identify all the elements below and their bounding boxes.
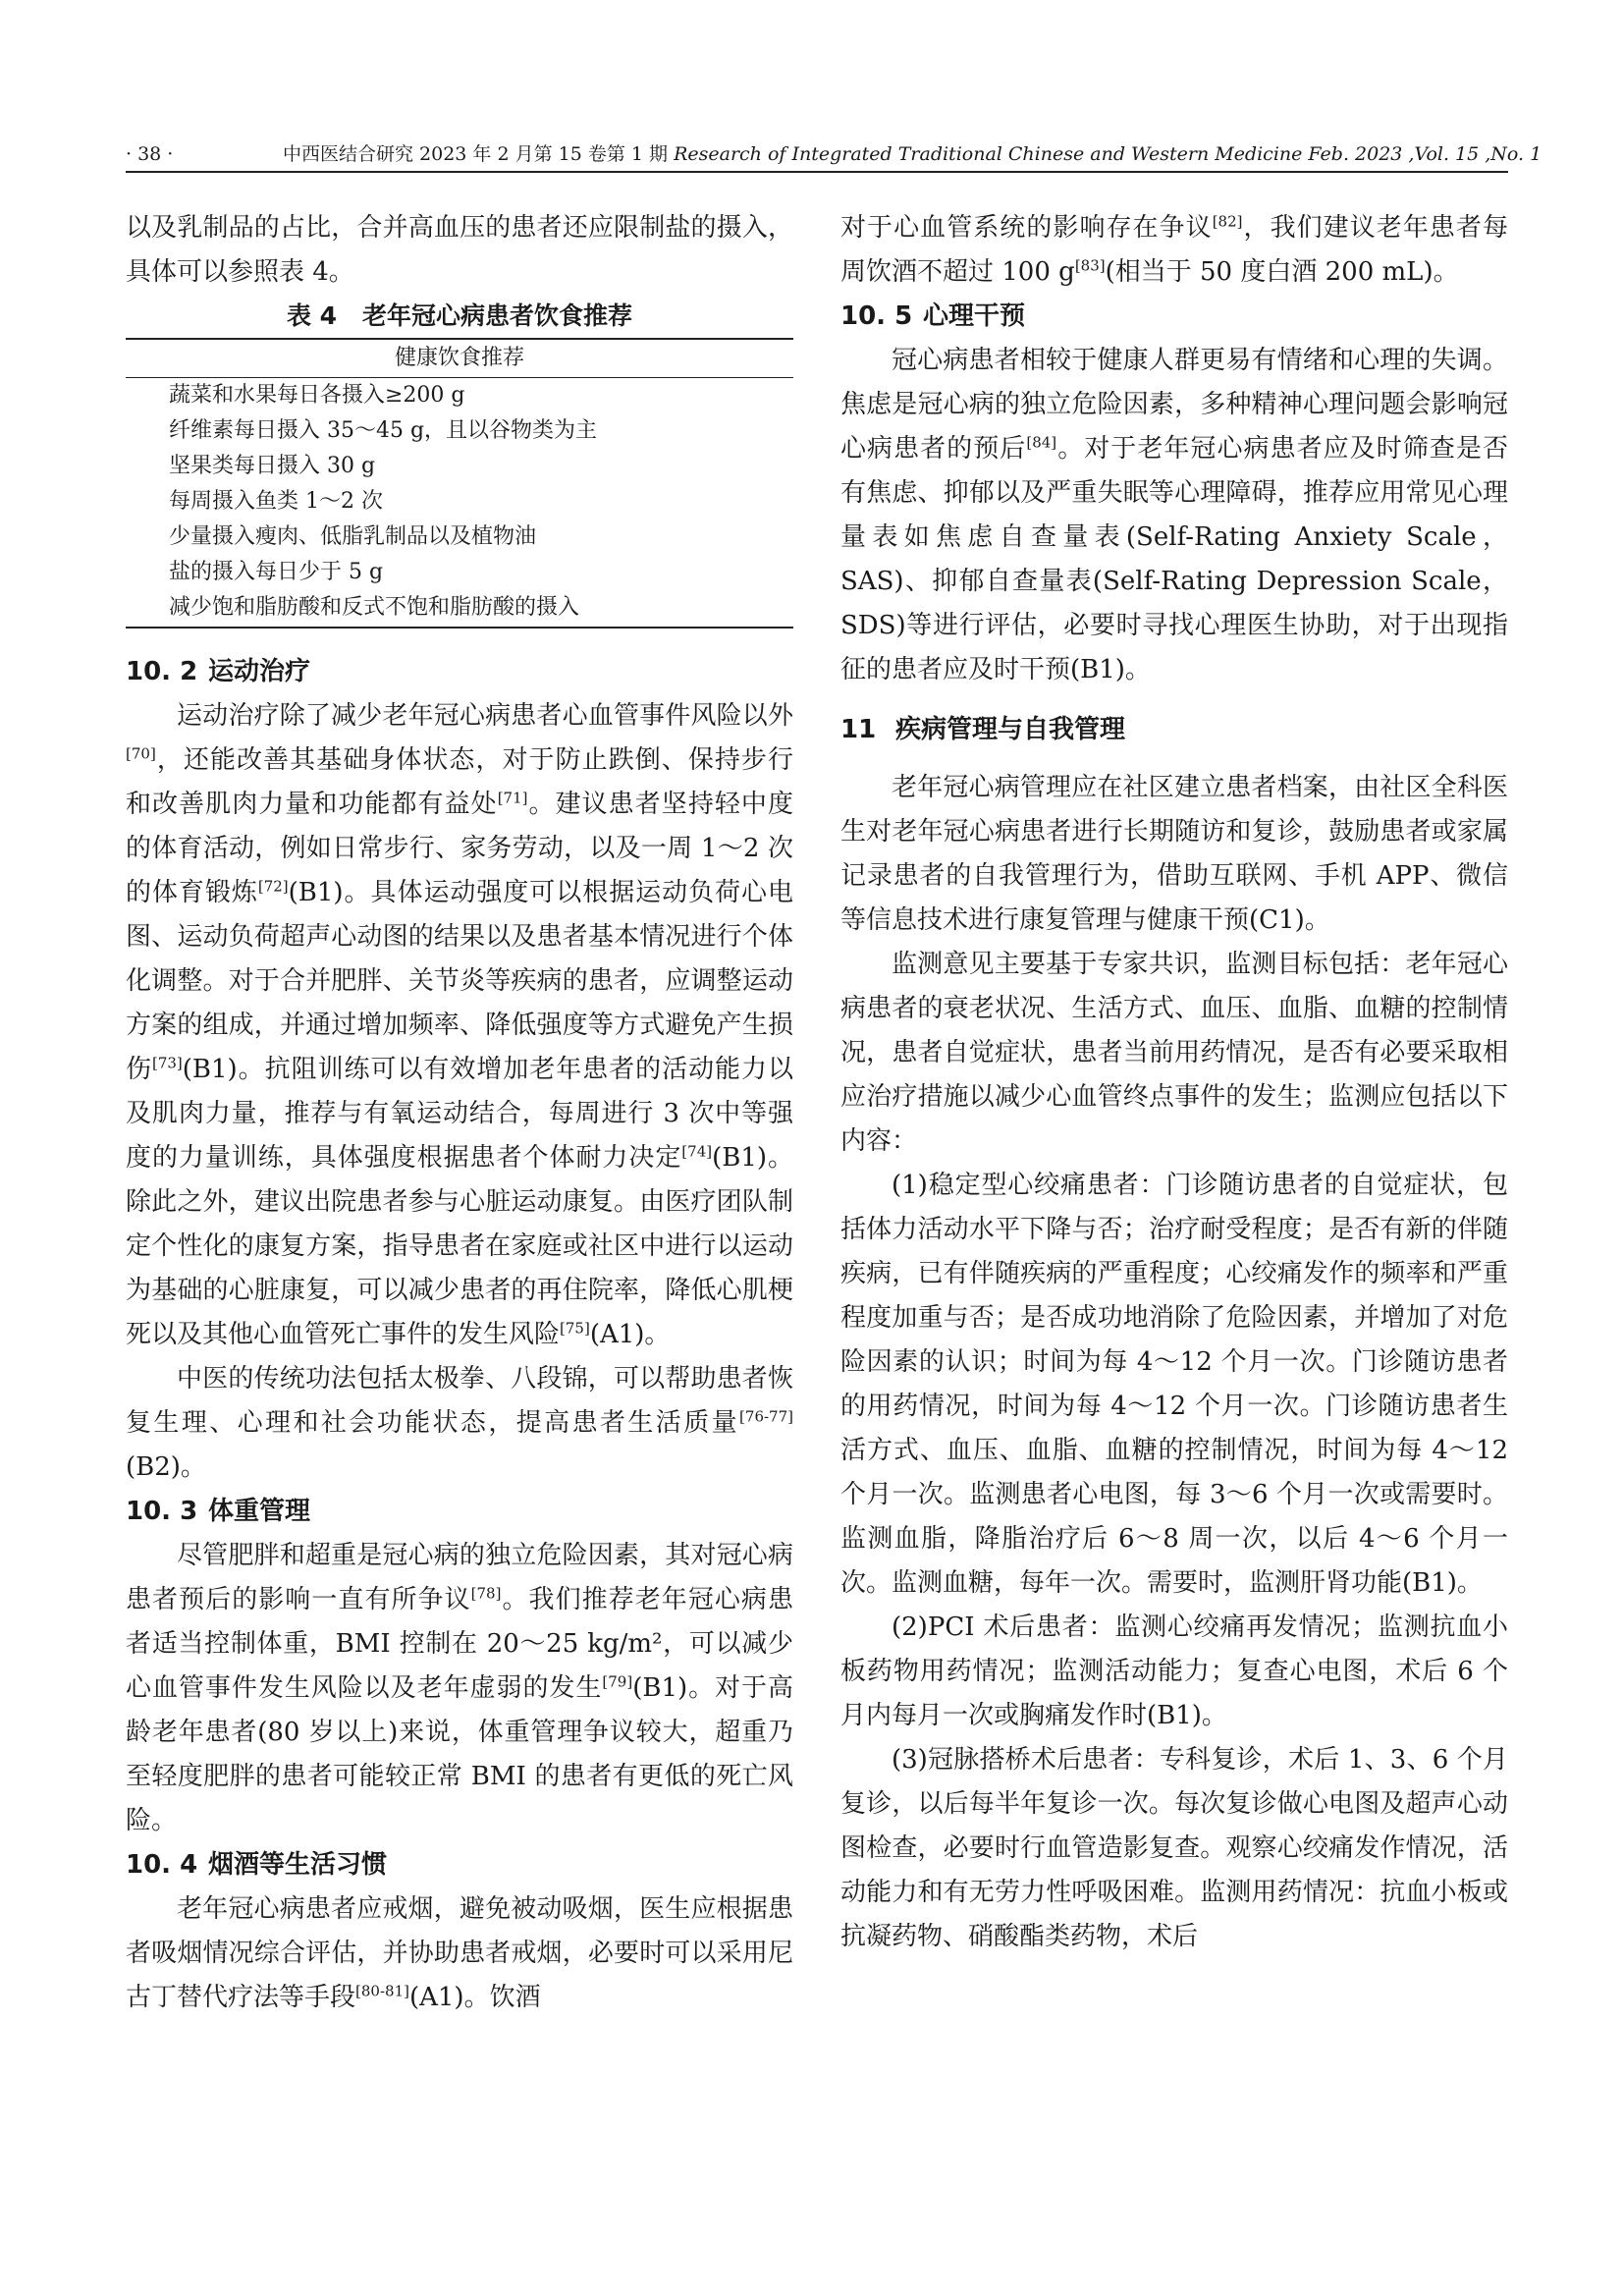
citation-ref: [78] bbox=[470, 1584, 502, 1603]
citation-ref: [83] bbox=[1074, 256, 1106, 275]
alcohol-continuation bbox=[840, 206, 1508, 295]
pci-paragraph: (2)PCI 术后患者：监测心绞痛再发情况；监测抗血小板药物用药情况；监测活动能力；复查心电图，术后 6 个月内每月一次或胸痛发作时(B1)。 bbox=[840, 1613, 1508, 1730]
table-row: 每周摄入鱼类 1～2 次 bbox=[169, 489, 383, 514]
text-run: 运动治疗除了减少老年冠心病患者心血管事件风险以外 bbox=[177, 701, 793, 731]
citation-ref: [73] bbox=[151, 1054, 183, 1072]
text-run: (B1)。对于高龄老年患者(80 岁以上)来说，体重管理争议较大，超重乃至轻度肥胖的患者可能较正常 BMI 的患者有更低的死亡风险。 bbox=[126, 1673, 793, 1835]
exercise-paragraph-1 bbox=[126, 694, 793, 1357]
text-run: ，还能改善其基础身体状态，对于防止跌倒、保持步行和改善肌肉力量和功能都有益处 bbox=[126, 745, 793, 819]
table-row: 纤维素每日摄入 35～45 g，且以谷物类为主 bbox=[169, 418, 598, 443]
text-run: 冠心病患者相较于健康人群更易有情绪和心理的失调。焦虑是冠心病的独立危险因素，多种精神心理问题会影响冠心病患者的预后 bbox=[840, 346, 1508, 464]
citation-ref: [70] bbox=[126, 744, 156, 763]
text-run: 。对于老年冠心病患者应及时筛查是否有焦虑、抑郁以及严重失眠等心理障碍，推荐应用常见心理量表如焦虑自查量表(Self-Rating Anxiety Scale，SAS)、抑郁自查量表(Self-Rating Depression Scale，SDS)等进行评估，必要时寻找心理医生协助，对于出现指征的患者应及时干预(B1)。 bbox=[840, 434, 1508, 684]
citation-ref: [82] bbox=[1212, 212, 1243, 231]
section-title: 疾病管理与自我管理 bbox=[895, 715, 1126, 744]
right-column bbox=[840, 206, 1508, 1959]
citation-ref: [72] bbox=[257, 877, 289, 896]
management-paragraph-2: 监测意见主要基于专家共识，监测目标包括：老年冠心病患者的衰老状况、生活方式、血压、血脂、血糖的控制情况，患者自觉症状，患者当前用药情况，是否有必要采取相应治疗措施以减少心血管终点事件的发生；监测应包括以下内容： bbox=[840, 950, 1508, 1156]
section-heading-10-5 bbox=[840, 295, 1508, 339]
section-number: 10. 2 bbox=[126, 657, 198, 686]
table-header: 健康饮食推荐 bbox=[126, 339, 793, 378]
text-run: ，我们建议老年患者每周饮酒不超过 100 g bbox=[840, 213, 1508, 287]
table-row: 蔬菜和水果每日各摄入≥200 g bbox=[169, 383, 465, 408]
running-header bbox=[126, 137, 1542, 173]
table-title: 老年冠心病患者饮食推荐 bbox=[362, 301, 633, 330]
text-run: (A1)。饮酒 bbox=[408, 1983, 541, 2012]
citation-ref: [79] bbox=[602, 1672, 633, 1691]
section-heading-11 bbox=[840, 708, 1508, 752]
table-row: 减少饱和脂肪酸和反式不饱和脂肪酸的摄入 bbox=[126, 590, 793, 628]
section-number: 10. 3 bbox=[126, 1497, 198, 1526]
text-run: (A1)。 bbox=[589, 1320, 671, 1349]
section-heading-10-2 bbox=[126, 650, 793, 694]
table-row: 少量摄入瘦肉、低脂乳制品以及植物油 bbox=[169, 524, 537, 549]
text-run: 老年冠心病患者应戒烟，避免被动吸烟，医生应根据患者吸烟情况综合评估，并协助患者戒烟，必要时可以采用尼古丁替代疗法等手段 bbox=[126, 1894, 793, 2012]
citation-ref: [75] bbox=[560, 1319, 590, 1338]
section-number: 10. 5 bbox=[840, 301, 913, 331]
exercise-paragraph-2 bbox=[126, 1357, 793, 1490]
section-title: 烟酒等生活习惯 bbox=[208, 1850, 388, 1880]
text-run: 对于心血管系统的影响存在争议 bbox=[840, 213, 1213, 243]
table-row: 坚果类每日摄入 30 g bbox=[169, 454, 376, 478]
intro-paragraph: 以及乳制品的占比，合并高血压的患者还应限制盐的摄入，具体可以参照表 4。 bbox=[126, 213, 793, 287]
citation-ref: [76-77] bbox=[739, 1407, 793, 1426]
text-run: (B1)。除此之外，建议出院患者参与心脏运动康复。由医疗团队制定个性化的康复方案，指导患者在家庭或社区中进行以运动为基础的心脏康复，可以减少患者的再住院率，降低心肌梗死以及其他心血管死亡事件的发生风险 bbox=[126, 1143, 793, 1349]
table-row: 盐的摄入每日少于 5 g bbox=[169, 560, 384, 584]
psychology-paragraph bbox=[840, 339, 1508, 692]
journal-citation bbox=[283, 137, 1542, 171]
section-number: 10. 4 bbox=[126, 1850, 198, 1880]
section-number: 11 bbox=[840, 715, 877, 744]
page-number: · 38 · bbox=[126, 143, 174, 165]
citation-ref: [84] bbox=[1026, 433, 1057, 452]
text-run: 尽管肥胖和超重是冠心病的独立危险因素，其对冠心病患者预后的影响一直有所争议 bbox=[126, 1541, 793, 1614]
text-run: 。我们推荐老年冠心病患者适当控制体重，BMI 控制在 20～25 kg/m²，可以减少心血管事件发生风险以及老年虚弱的发生 bbox=[126, 1585, 793, 1703]
stable-angina-paragraph: (1)稳定型心绞痛患者：门诊随访患者的自觉症状，包括体力活动水平下降与否；治疗耐受程度；是否有新的伴随疾病，已有伴随疾病的严重程度；心绞痛发作的频率和严重程度加重与否；是否成功地消除了危险因素，并增加了对危险因素的认识；时间为每 4～12 个月一次。门诊随访患者的用药情况，时间为每 4～12 个月一次。门诊随访患者生活方式、血压、血脂、血糖的控制情况，时间为每 4～12 个月一次。监测患者心电图，每 3～6 个月一次或需要时。监测血脂，降脂治疗后 6～8 周一次，以后 4～6 个月一次。监测血糖，每年一次。需要时，监测肝肾功能(B1)。 bbox=[840, 1171, 1508, 1598]
diet-recommendation-table bbox=[126, 338, 793, 629]
journal-name-en: Research of Integrated Traditional Chinese and Western Medicine Feb. 2023 ,Vol. 15 ,No. 1 bbox=[674, 143, 1542, 165]
lifestyle-paragraph bbox=[126, 1887, 793, 2020]
section-heading-10-3 bbox=[126, 1490, 793, 1534]
management-paragraph-1: 老年冠心病管理应在社区建立患者档案，由社区全科医生对老年冠心病患者进行长期随访和复诊，鼓励患者或家属记录患者的自我管理行为，借助互联网、手机 APP、微信等信息技术进行康复管理与健康干预(C1)。 bbox=[840, 773, 1508, 935]
weight-paragraph bbox=[126, 1534, 793, 1843]
section-title: 运动治疗 bbox=[208, 657, 311, 686]
text-run: (B1)。具体运动强度可以根据运动负荷心电图、运动负荷超声心动图的结果以及患者基本情况进行个体化调整。对于合并肥胖、关节炎等疾病的患者，应调整运动方案的组成，并通过增加频率、降低强度等方式避免产生损伤 bbox=[126, 878, 793, 1084]
citation-ref: [71] bbox=[497, 789, 528, 807]
table-caption bbox=[126, 295, 793, 338]
section-title: 心理干预 bbox=[923, 301, 1026, 331]
text-run: (B1)。抗阻训练可以有效增加老年患者的活动能力以及肌肉力量，推荐与有氧运动结合，每周进行 3 次中等强度的力量训练，具体强度根据患者个体耐力决定 bbox=[126, 1055, 793, 1173]
left-column bbox=[126, 206, 793, 2020]
citation-ref: [74] bbox=[681, 1142, 713, 1161]
text-run: (B2)。 bbox=[126, 1452, 206, 1482]
section-title: 体重管理 bbox=[208, 1497, 311, 1526]
section-heading-10-4 bbox=[126, 1843, 793, 1887]
text-run: 。建议患者坚持轻中度的体育活动，例如日常步行、家务劳动，以及一周 1～2 次的体育锻炼 bbox=[126, 790, 793, 907]
table-number: 表 4 bbox=[286, 301, 338, 330]
text-run: (相当于 50 度白酒 200 mL)。 bbox=[1105, 257, 1459, 287]
journal-name-cn: 中西医结合研究 2023 年 2 月第 15 卷第 1 期 bbox=[283, 143, 669, 165]
cabg-paragraph: (3)冠脉搭桥术后患者：专科复诊，术后 1、3、6 个月复诊，以后每半年复诊一次。每次复诊做心电图及超声心动图检查，必要时行血管造影复查。观察心绞痛发作情况，活动能力和有无劳力性呼吸困难。监测用药情况：抗血小板或抗凝药物、硝酸酯类药物，术后 bbox=[840, 1745, 1508, 1951]
text-run: 中医的传统功法包括太极拳、八段锦，可以帮助患者恢复生理、心理和社会功能状态，提高患者生活质量 bbox=[126, 1364, 793, 1438]
citation-ref: [80-81] bbox=[355, 1982, 409, 2000]
